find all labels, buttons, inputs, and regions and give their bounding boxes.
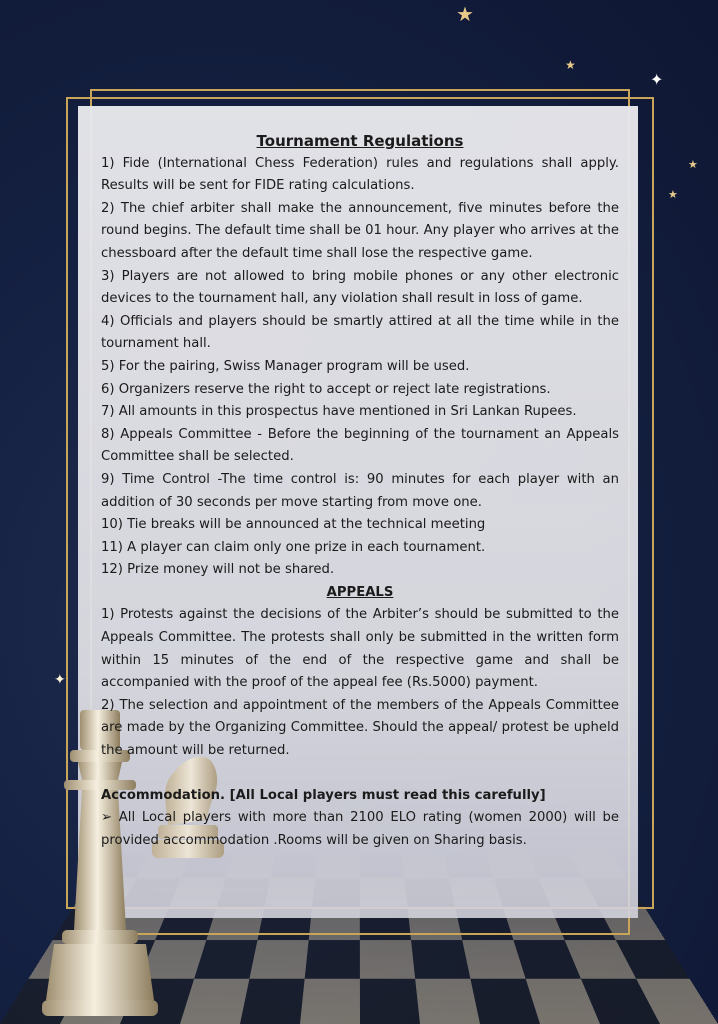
star-icon: ✦ [54,672,66,688]
document-content [101,130,619,852]
accommodation-text: ➢ All Local players with more than 2100 ELO rating (women 2000) will be provided accommodation .Rooms will be given on Sharing basis. [101,810,619,848]
regulation-item: 4) Officials and players should be smartly attired at all the time while in the tournament hall. [101,313,619,352]
regulation-item: 7) All amounts in this prospectus have mentioned in Sri Lankan Rupees. [101,404,577,420]
star-icon: ★ [688,158,698,171]
regulation-item: 11) A player can claim only one prize in each tournament. [101,539,486,555]
star-icon: ★ [565,58,576,72]
star-icon: ✦ [650,70,664,89]
regulation-item: 2) The chief arbiter shall make the announcement, five minutes before the round begins. The default time shall be 01 hour. Any player who arrives at the chessboard after the default time shall lose the respective game. [101,200,619,261]
regulation-item: 6) Organizers reserve the right to accept or reject late registrations. [101,381,551,397]
regulation-item: 10) Tie breaks will be announced at the technical meeting [101,517,486,533]
regulation-item: 12) Prize money will not be shared. [101,562,335,578]
regulation-item: 8) Appeals Committee - Before the beginning of the tournament an Appeals Committee shall be selected. [101,426,619,465]
regulation-item: 9) Time Control -The time control is: 90 minutes for each player with an addition of 30 seconds per move starting from move one. [101,471,619,510]
appeal-item: 2) The selection and appointment of the members of the Appeals Committee are made by the Organizing Committee. Should the appeal/ protest be upheld the amount will be returned. [101,697,619,759]
appeal-item: 1) Protests against the decisions of the Arbiter’s should be submitted to the Appeals Committee. The protests shall only be submitted in the written form within 15 minutes of the end of the respective game and shall be accompanied with the proof of the appeal fee (Rs.5000) payment. [101,607,619,691]
regulations-title: Tournament Regulations [256,132,464,150]
accommodation-heading: Accommodation. [All Local players must read this carefully] [101,787,546,803]
spacer [101,763,619,785]
star-icon: ★ [668,188,678,201]
regulation-item: 1) Fide (International Chess Federation) rules and regulations shall apply. Results will be sent for FIDE rating calculations. [101,155,619,194]
appeals-title: APPEALS [326,584,394,600]
regulation-item: 3) Players are not allowed to bring mobile phones or any other electronic devices to the tournament hall, any violation shall result in loss of game. [101,268,619,307]
regulation-item: 5) For the pairing, Swiss Manager program will be used. [101,358,470,374]
star-icon: ★ [456,2,474,26]
